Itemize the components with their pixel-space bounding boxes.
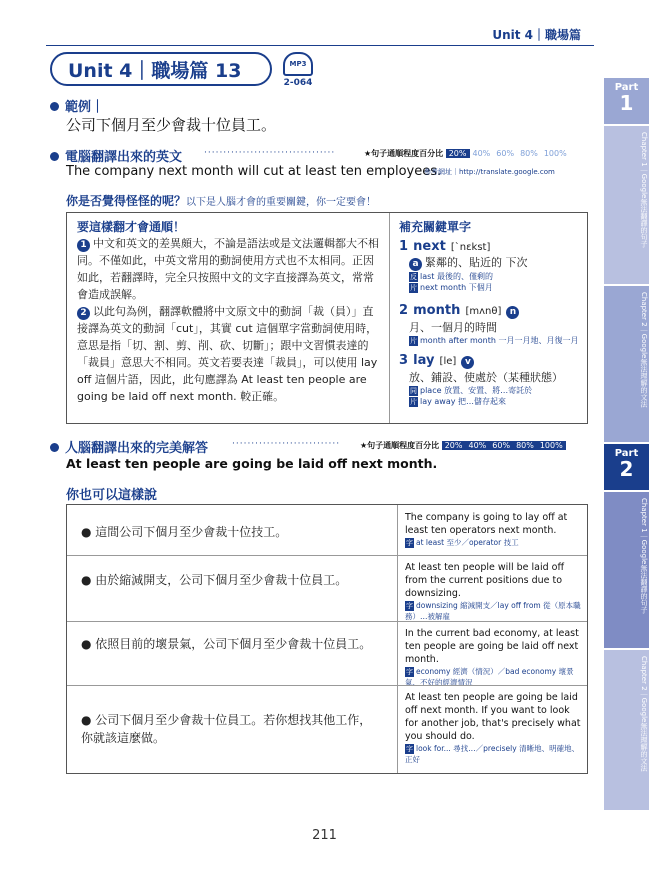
- point-1-text: 中文和英文的差異頗大，不論是語法或是文法邏輯都大不相同。不僅如此，中英文常用的動詞使用方式也不太相同。正因如此，若翻譯時，完全只按照中文的文字直接譯為英文，常常會造成誤解。: [77, 237, 379, 301]
- alt-note: downsizing 縮減開支／lay off from 從（原本職務）…被解雇: [405, 601, 581, 621]
- pos-badge: n: [506, 306, 519, 319]
- rating-option: 100%: [537, 441, 566, 450]
- vocab-entry: [399, 349, 579, 407]
- question-text: 你是否覺得怪怪的呢？: [66, 194, 187, 208]
- alt-table: [66, 504, 588, 774]
- question-row: [66, 192, 376, 209]
- related-tag: 片: [410, 337, 417, 345]
- row-divider: [67, 555, 587, 556]
- point-number: 2: [77, 307, 90, 320]
- vocab-ipa: [le]: [439, 356, 457, 367]
- table-row: ● 公司下個月至少會裁十位員工。若你想找其他工作，你就該這麼做。: [81, 713, 372, 745]
- bullet-icon: [50, 443, 59, 452]
- bullet-icon: [50, 102, 59, 111]
- human-heading-row: [50, 437, 208, 456]
- alt-chinese: 依照目前的壞景氣，公司下個月至少會裁十位員工。: [95, 637, 372, 651]
- left-heading: 要這樣翻才會通順！: [77, 220, 186, 234]
- vocab-word: next: [413, 239, 446, 254]
- mp3-code: 2-064: [283, 78, 313, 88]
- rating-option: 80%: [513, 441, 537, 450]
- alt-english: At least ten people are going be laid off next month. If you want to look for another job, that's precisely what you should do.: [405, 692, 581, 742]
- alt-chinese: 公司下個月至少會裁十位員工。若你想找其他工作，你就該這麼做。: [81, 713, 372, 745]
- table-divider: [397, 505, 398, 773]
- right-heading: 補充關鍵單字: [399, 220, 472, 234]
- part-label: Part: [614, 448, 639, 459]
- explanation-box: [66, 212, 588, 424]
- rating-option: 20%: [442, 441, 466, 450]
- table-row-en: In the current bad economy, at least ten people are going be laid off next month. 字 economy 經濟（情況）／bad economy 壞景氣、不好的經濟情況: [405, 627, 581, 688]
- table-row-en: At least ten people are going be laid off next month. If you want to look for another job, that's precisely what you should do. 字 look for... 尋找…／precisely 清晰地、明確地、正好: [405, 692, 581, 764]
- rating-option: 100%: [543, 149, 567, 158]
- related-tag: 片: [410, 398, 417, 406]
- machine-heading-row: [50, 146, 182, 165]
- pos-badge: v: [461, 356, 474, 369]
- vocab-ipa: [ˋnɛkst]: [450, 242, 491, 253]
- machine-heading: 電腦翻譯出來的英文: [65, 150, 183, 165]
- part-number: 2: [619, 457, 634, 481]
- related-word: next month 下個月: [420, 283, 493, 292]
- headphones-icon: MP3: [283, 52, 313, 76]
- human-rating: [360, 440, 566, 451]
- question-sub: 以下是人腦才會的重要關鍵，你一定要會！: [186, 197, 377, 208]
- machine-rating: [364, 148, 570, 159]
- table-row-en: At least ten people will be laid off from the current positions due to downsizing. 字 downsizing 縮減開支／lay off from 從（原本職務）…被解雇: [405, 562, 581, 621]
- alt-english: In the current bad economy, at least ten people are going be laid off next month.: [405, 628, 579, 665]
- header-rule: [46, 45, 594, 46]
- chapter-tab[interactable]: Chapter 2｜Google無法理解的文法: [604, 650, 649, 810]
- row-divider: [67, 685, 587, 686]
- pos-badge: a: [409, 258, 422, 271]
- example-label: 範例｜: [65, 100, 105, 115]
- alt-english: At least ten people will be laid off from the current positions due to downsizing.: [405, 562, 565, 599]
- chapter-tab-active[interactable]: Chapter 1｜Google無法翻譯的句子: [604, 492, 649, 648]
- human-sentence: At least ten people are going be laid off next month.: [66, 456, 438, 471]
- rating-option: 20%: [446, 149, 470, 158]
- leader-dots: ····························: [232, 439, 341, 449]
- table-row: ● 由於縮減開支，公司下個月至少會裁十位員工。: [81, 573, 348, 587]
- bullet-icon: [50, 152, 59, 161]
- related-word: last 最後的、僅剩的: [420, 272, 493, 281]
- mp3-badge: [278, 52, 318, 94]
- table-row: ● 這間公司下個月至少會裁十位技工。: [81, 525, 288, 539]
- human-heading: 人腦翻譯出來的完美解答: [65, 441, 209, 456]
- vocab-meaning: 月、一個月的時間: [409, 321, 497, 334]
- row-divider: [67, 621, 587, 622]
- vocab-entry: [399, 235, 579, 293]
- part-label: Part: [614, 82, 639, 93]
- vocab-word: lay: [413, 353, 435, 368]
- alt-chinese: 由於縮減開支，公司下個月至少會裁十位員工。: [95, 573, 348, 587]
- machine-sentence: The company next month will cut at least ten employees.: [66, 164, 442, 179]
- point-number: 1: [77, 239, 90, 252]
- rating-option: 60%: [489, 441, 513, 450]
- point-2: [77, 303, 382, 405]
- example-label-row: [50, 96, 104, 115]
- part-2-tab[interactable]: [604, 444, 649, 490]
- vocab-entry: [399, 299, 579, 346]
- reference-url: 參考網址｜http://translate.google.com: [424, 168, 555, 176]
- vocab-number: 3: [399, 353, 409, 368]
- related-tag: 反: [410, 273, 417, 281]
- example-sentence: 公司下個月至少會裁十位員工。: [66, 116, 277, 134]
- related-word: lay away 把…儲存起來: [420, 397, 507, 406]
- vocab-word: month: [413, 303, 461, 318]
- page-number: 211: [312, 828, 337, 843]
- running-title: Unit 4｜職場篇: [492, 28, 581, 42]
- part-number: 1: [619, 91, 634, 115]
- box-divider: [389, 213, 390, 423]
- table-row-en: The company is going to lay off at least ten operators next month. 字 at least 至少／operator 技工: [405, 511, 581, 548]
- rating-label: ★句子通順程度百分比: [364, 149, 444, 158]
- rating-option: 40%: [472, 149, 491, 158]
- related-word: place 放置、安置、將…寄託於: [420, 386, 533, 395]
- rating-option: 40%: [466, 441, 490, 450]
- rating-option: 80%: [520, 149, 538, 158]
- part-1-tab[interactable]: [604, 78, 649, 124]
- vocab-meaning: 放、鋪設、使處於（某種狀態）: [409, 371, 563, 384]
- vocab-number: 1: [399, 239, 409, 254]
- vocab-ipa: [mʌnθ]: [465, 306, 502, 317]
- alt-note: look for... 尋找…／precisely 清晰地、明確地、正好: [405, 744, 580, 764]
- alt-chinese: 這間公司下個月至少會裁十位技工。: [95, 525, 288, 539]
- point-1: [77, 235, 382, 303]
- alt-note: at least 至少／operator 技工: [416, 538, 519, 547]
- unit-title: Unit 4｜職場篇 13: [50, 52, 272, 86]
- related-tag: 同: [410, 387, 417, 395]
- table-row: ● 依照目前的壞景氣，公司下個月至少會裁十位員工。: [81, 637, 372, 651]
- vocab-meaning: 緊鄰的、貼近的 下次: [425, 256, 528, 269]
- rating-option: 60%: [496, 149, 515, 158]
- rating-label: ★句子通順程度百分比: [360, 441, 440, 450]
- alt-english: The company is going to lay off at least ten operators next month.: [405, 512, 568, 536]
- leader-dots: ··································: [204, 148, 336, 158]
- vocab-number: 2: [399, 303, 409, 318]
- point-2-text: 以此句為例，翻譯軟體將中文原文中的動詞「裁（員）」直接譯為英文的動詞「cut」，其實 cut 這個單字當動詞使用時，意思是指「切、割、剪、削、砍、切斷」；跟中文習慣表達的「裁員」意思大不相同。英文若要表達「裁員」，可以使用 lay off 這個片語，因此，此句應譯為 At least ten people are going be laid off next month. 較正確。: [77, 305, 378, 403]
- alt-heading: 你也可以這樣說: [66, 488, 158, 503]
- chapter-tab[interactable]: Chapter 2｜Google無法理解的文法: [604, 286, 649, 442]
- chapter-tab[interactable]: Chapter 1｜Google無法翻譯的句子: [604, 126, 649, 284]
- related-word: month after month 一月一月地、月復一月: [420, 336, 579, 345]
- alt-note: economy 經濟（情況）／bad economy 壞景氣、不好的經濟情況: [405, 667, 574, 687]
- related-tag: 片: [410, 284, 417, 292]
